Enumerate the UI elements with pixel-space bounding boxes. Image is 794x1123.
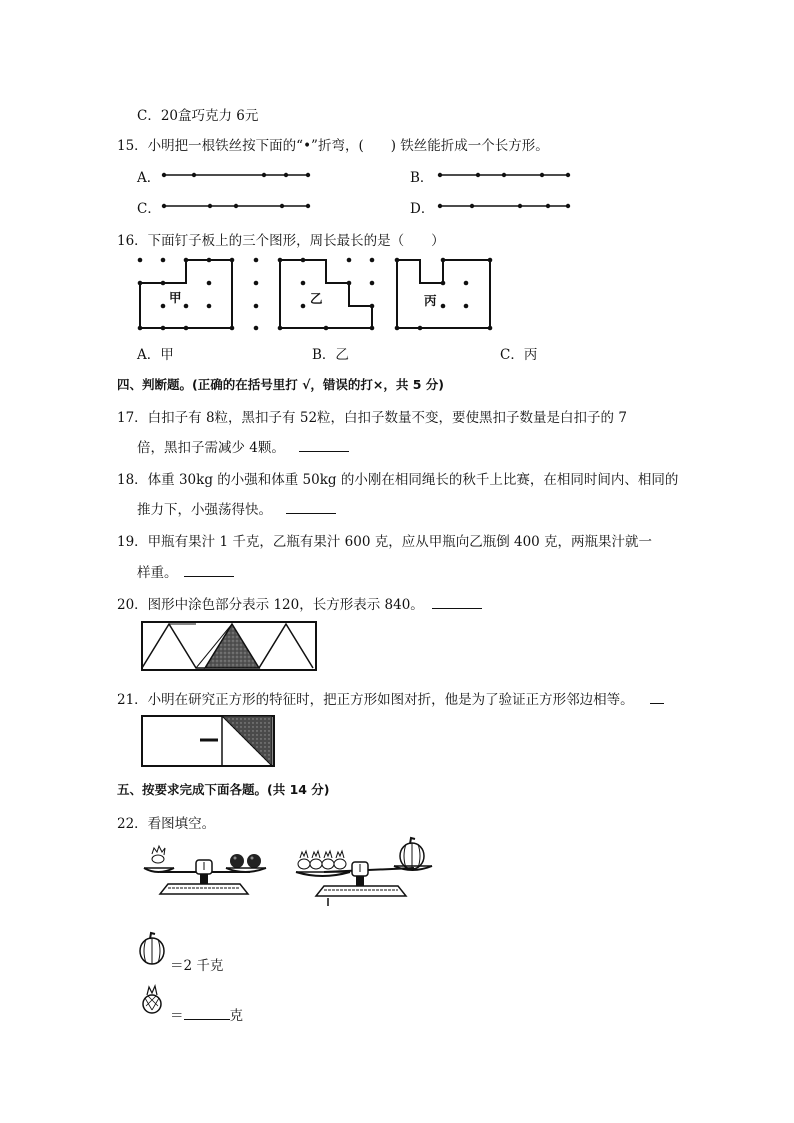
q19-line2-text: 样重。: [137, 565, 178, 581]
q20-rectangle-figure: [140, 620, 320, 672]
pineapple-icon: [140, 984, 166, 1014]
q18-line2-text: 推力下，小强荡得快。: [137, 502, 272, 518]
q18-line2: [137, 498, 336, 518]
q16-figure-jia: 甲: [169, 290, 182, 305]
q21-line: [117, 688, 664, 708]
q20-text: 20．图形中涂色部分表示 120，长方形表示 840。: [117, 597, 424, 613]
q22-pineapple-unit: 克: [229, 1008, 243, 1024]
q17-line2: [137, 436, 349, 456]
q22-pumpkin-equation: ＝2 千克: [170, 958, 224, 974]
q18-answer-blank[interactable]: [286, 501, 336, 514]
q15-wire-d: [438, 201, 573, 211]
q16-stem: 16．下面钉子板上的三个图形，周长最长的是（ ）: [117, 233, 445, 249]
pineapple-group-icon: [298, 851, 346, 869]
q20-answer-blank[interactable]: [432, 596, 482, 609]
q16-option-c: C．丙: [500, 347, 538, 363]
q16-figure-bing: 丙: [424, 293, 437, 308]
q22-balance-scale-2: [294, 836, 444, 908]
q21-answer-blank[interactable]: [650, 691, 664, 704]
q15-label-a: A．: [137, 170, 161, 186]
q16-option-b: B．乙: [312, 347, 349, 363]
q19-line1: 19．甲瓶有果汁 1 千克，乙瓶有果汁 600 克，应从甲瓶向乙瓶倒 400 克，两瓶果汁就一: [117, 534, 653, 550]
q21-text: 21．小明在研究正方形的特征时，把正方形如图对折，他是为了验证正方形邻边相等。: [117, 692, 634, 708]
q14-option-c: C．20盒巧克力 6元: [137, 108, 259, 124]
q16-option-a: A．甲: [137, 347, 174, 363]
q17-line2-text: 倍，黑扣子需减少 4颗。: [137, 440, 285, 456]
pineapple-icon: [152, 846, 165, 863]
q20-line: [117, 593, 482, 613]
q17-line1: 17．白扣子有 8粒，黑扣子有 52粒，白扣子数量不变，要使黑扣子数量是白扣子的 7: [117, 410, 627, 426]
q17-answer-blank[interactable]: [299, 439, 349, 452]
q15-wire-c: [162, 201, 312, 211]
q22-answer-blank[interactable]: [184, 1007, 230, 1020]
q15-wire-b: [438, 170, 573, 180]
q22-balance-scale-1: [140, 840, 275, 902]
pumpkin-icon: [138, 932, 168, 966]
section4-heading: 四、判断题。(正确的在括号里打 √，错误的打×，共 5 分): [117, 377, 444, 392]
section5-heading: 五、按要求完成下面各题。(共 14 分): [117, 782, 330, 797]
pumpkin-icon: [400, 838, 424, 869]
q21-square-fold-figure: [140, 714, 280, 770]
q15-stem: 15．小明把一根铁丝按下面的“•”折弯，( ) 铁丝能折成一个长方形。: [117, 138, 549, 154]
q16-figure-yi: 乙: [310, 291, 323, 306]
q19-answer-blank[interactable]: [184, 564, 234, 577]
q18-line1: 18．体重 30kg 的小强和体重 50kg 的小刚在相同绳长的秋千上比赛，在相同时间内、相同的: [117, 472, 679, 488]
q22-pineapple-eq-prefix: ＝: [170, 1008, 184, 1024]
q15-wire-a: [162, 170, 312, 180]
q15-label-b: B．: [410, 170, 434, 186]
q22-pineapple-equation: [170, 1004, 243, 1024]
q22-stem: 22．看图填空。: [117, 816, 216, 832]
q19-line2: [137, 561, 234, 581]
q15-label-d: D．: [410, 201, 435, 217]
q15-label-c: C．: [137, 201, 161, 217]
